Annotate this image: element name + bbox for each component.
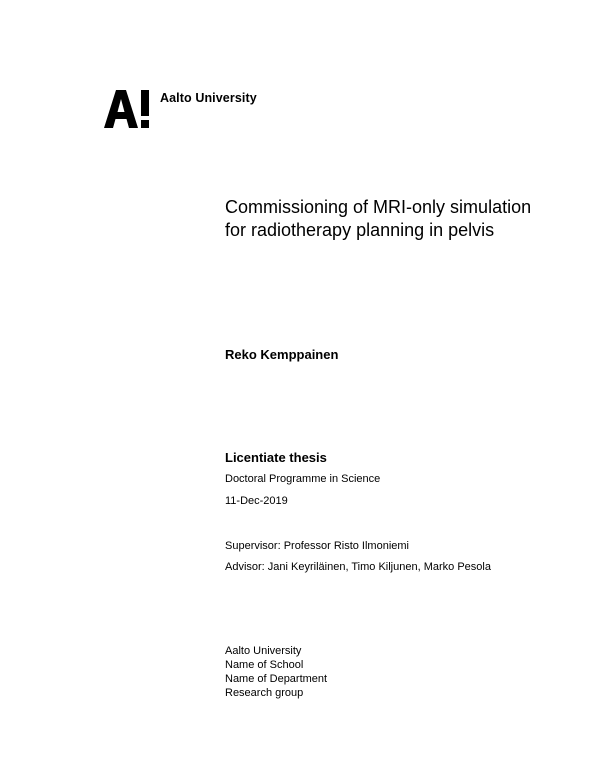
thesis-title — [225, 196, 585, 242]
affiliation-department: Name of Department — [225, 673, 328, 685]
thesis-title-line-2: for radiotherapy planning in pelvis — [225, 220, 495, 240]
doctoral-programme: Doctoral Programme in Science — [225, 473, 381, 485]
aalto-a-exclamation-logo-icon — [104, 90, 150, 128]
supervisor-line: Supervisor: Professor Risto Ilmoniemi — [225, 540, 410, 552]
affiliation-school: Name of School — [225, 659, 304, 671]
university-logo — [104, 90, 257, 128]
thesis-date: 11-Dec-2019 — [225, 495, 288, 507]
advisor-line: Advisor: Jani Keyriläinen, Timo Kiljunen, Marko Pesola — [225, 561, 491, 573]
affiliation-research-group: Research group — [225, 687, 304, 699]
thesis-type: Licentiate thesis — [225, 450, 327, 465]
author-name: Reko Kemppainen — [225, 347, 339, 362]
affiliation-block — [225, 644, 585, 700]
university-name: Aalto University — [160, 91, 257, 105]
thesis-title-line-1: Commissioning of MRI-only simulation — [225, 197, 532, 217]
affiliation-university: Aalto University — [225, 645, 302, 657]
